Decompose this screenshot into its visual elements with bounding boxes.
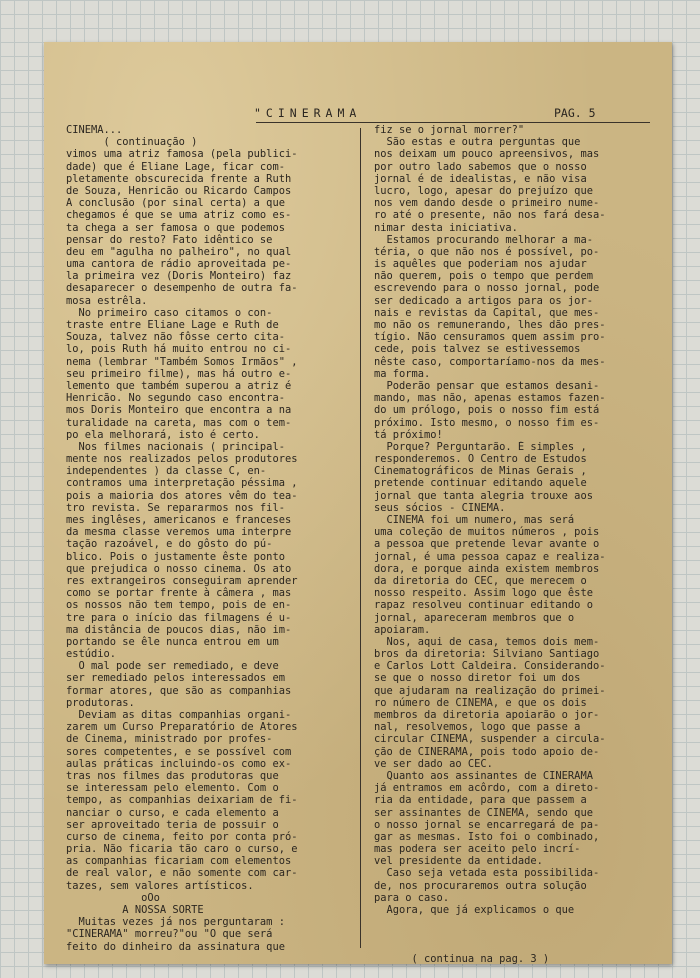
text-line: ma distância de poucos dias, não im- (66, 623, 292, 636)
text-line: oOo (66, 891, 160, 904)
text-line: zarem um Curso Preparatório de Atores (66, 721, 298, 734)
left-column (66, 124, 358, 953)
text-line: res extrangeiros conseguiram aprender (66, 574, 298, 587)
text-line: ser assinantes de CINEMA, sendo que (374, 806, 593, 819)
text-line: contramos uma interpretação péssima , (66, 477, 298, 490)
text-line: lucro, logo, apesar do prejuízo que (374, 184, 593, 197)
text-line: uma cantora de rádio aproveitada pe- (66, 258, 292, 271)
masthead: "CINERAMA (254, 106, 362, 120)
text-line: ma forma. (374, 367, 431, 380)
text-line: mando, mas não, apenas estamos fazen- (374, 392, 606, 405)
text-line: Caso seja vetada esta possibilida- (374, 867, 600, 880)
text-line: São estas e outra perguntas que (374, 136, 581, 149)
text-line: Quanto aos assinantes de CINERAMA (374, 769, 593, 782)
text-line: seu primeiro filme), mas há outro e- (66, 367, 292, 380)
text-line: Henricão. No segundo caso encontra- (66, 392, 285, 405)
text-line: sores competentes, e se possível com (66, 745, 292, 758)
text-line: nêste caso, comportaríamo-nos da mes- (374, 355, 606, 368)
text-line: A conclusão (por sinal certa) a que (66, 197, 285, 210)
text-line: cede, pois talvez se estivessemos (374, 343, 581, 356)
text-line: dora, e porque ainda existem membros (374, 562, 600, 575)
text-line: lemento que também superou a atriz é (66, 379, 292, 392)
text-line: estúdio. (66, 648, 117, 661)
text-line: nanciar o curso, e cada elemento a (66, 806, 279, 819)
text-line: tação razoável, e do gôsto do pú- (66, 538, 273, 551)
text-line: mosa estrêla. (66, 294, 148, 307)
text-line: a pessoa que pretende levar avante o (374, 538, 600, 551)
text-line: fiz se o jornal morrer?" (374, 124, 525, 136)
text-line: "CINERAMA" morreu?"ou "O que será (66, 928, 273, 941)
text-line: Agora, que já explicamos o que (374, 904, 575, 916)
text-line: jornal que tanta alegria trouxe aos (374, 489, 593, 502)
text-line: ( continua na pag. 3 ) (374, 952, 550, 965)
header-rule (256, 122, 650, 123)
text-line: jornal é de idealistas, e não visa (374, 172, 587, 185)
text-line: jornal, apareceram membros que o (374, 611, 575, 624)
text-line: tígio. Não censuramos quem assim pro- (374, 331, 606, 344)
text-line: pensar do resto? Fato idêntico se (66, 233, 273, 246)
text-line (374, 928, 664, 940)
text-line: de Souza, Henricão ou Ricardo Campos (66, 184, 292, 197)
text-line: aulas práticas incluindo-os como ex- (66, 757, 292, 770)
text-line: CINEMA... (66, 124, 123, 136)
text-line: mente nos realizados pelos produtores (66, 453, 298, 466)
text-line: nema (lembrar "Também Somos Irmãos" , (66, 355, 298, 368)
text-line: se interessam pelo elemento. Com o (66, 782, 279, 795)
text-line: traste entre Eliane Lage e Ruth de (66, 319, 279, 331)
text-line: deu em "agulha no palheiro", no qual (66, 245, 292, 258)
text-line: do um prólogo, pois o nosso fim está (374, 404, 600, 417)
text-line: Estamos procurando melhorar a ma- (374, 233, 593, 246)
text-line: vel presidente da entidade. (374, 855, 543, 868)
text-line: tras nos filmes das produtoras que (66, 769, 279, 782)
text-line: téria, o que não nos é possível, po- (374, 245, 600, 258)
text-line: de real valor, e não somente com car- (66, 867, 298, 880)
text-line: as companhias ficariam com elementos (66, 855, 292, 868)
text-line: turalidade na careta, mas com o tem- (66, 416, 292, 429)
text-line: produtoras. (66, 696, 135, 709)
text-line: independentes ) da classe C, en- (66, 465, 267, 478)
text-line: tro revista. Se repararmos nos fil- (66, 501, 285, 514)
text-line: O mal pode ser remediado, e deve (66, 660, 279, 673)
text-line: is aquêles que poderiam nos ajudar (374, 258, 587, 271)
text-line: formar atores, que são as companhias (66, 684, 292, 697)
text-line (374, 941, 664, 953)
text-line: blico. Pois o justamente êste ponto (66, 550, 285, 563)
text-line: nos deixam um pouco apreensivos, mas (374, 148, 600, 161)
text-line: pletamente obscurecida frente a Ruth (66, 172, 292, 185)
text-line: seus sócios - CINEMA. (374, 501, 506, 514)
text-line: Cinematográficos de Minas Gerais , (374, 465, 587, 478)
text-line: nal, resolvemos, logo que passe a (374, 721, 581, 734)
text-line: responderemos. O Centro de Estudos (374, 453, 587, 466)
text-line: da diretoria do CEC, que merecem o (374, 574, 587, 587)
text-line: Deviam as ditas companhias organi- (66, 709, 292, 721)
text-line: ro até o presente, não nos fará desa- (374, 209, 606, 222)
right-column (374, 124, 664, 965)
text-line: chegamos é que se uma atriz como es- (66, 209, 292, 222)
text-line: tá próximo! (374, 428, 443, 441)
text-line: gar as mesmas. Isto foi o combinado, (374, 830, 600, 843)
text-line: po ela melhorará, isto é certo. (66, 428, 260, 441)
text-line: se que o nosso diretor foi um dos (374, 672, 581, 685)
page-number: PAG. 5 (554, 106, 596, 120)
text-line: que prejudica o nosso cinema. Os ato (66, 562, 292, 575)
text-line: dade) que é Eliane Lage, ficar com- (66, 160, 285, 173)
text-line: Muitas vezes já nos perguntaram : (66, 916, 285, 929)
text-line: ria da entidade, para que passem a (374, 794, 587, 807)
text-line: circular CINEMA, suspender a circula- (374, 733, 606, 746)
text-line: nimar desta iniciativa. (374, 221, 518, 234)
text-line: A NOSSA SORTE (66, 904, 204, 916)
text-line: vimos uma atriz famosa (pela publici- (66, 148, 298, 161)
text-line: No primeiro caso citamos o con- (66, 306, 273, 319)
text-line: Nos filmes nacionais ( principal- (66, 440, 285, 453)
text-line: Souza, talvez não fôsse certo cita- (66, 331, 285, 344)
text-line: pria. Não ficaria tão caro o curso, e (66, 843, 298, 856)
text-line: portando se êle nunca entrou em um (66, 635, 279, 648)
text-line: desaparecer o desempenho de outra fa- (66, 282, 298, 295)
text-line: mas podera ser aceito pelo incrí- (374, 843, 581, 856)
text-line: e Carlos Lott Caldeira. Considerando- (374, 660, 606, 673)
text-line: nosso respeito. Assim logo que êste (374, 587, 593, 600)
text-line: por outro lado sabemos que o nosso (374, 160, 587, 173)
text-line: feito do dinheiro da assinatura que (66, 940, 285, 953)
text-line: ção de CINERAMA, pois todo apoio de- (374, 745, 600, 758)
text-line: ser aproveitado teria de possuir o (66, 818, 279, 831)
text-line: Poderão pensar que estamos desani- (374, 379, 600, 392)
text-line: Nos, aqui de casa, temos dois mem- (374, 635, 600, 648)
text-line: o nosso jornal se encarregará de pa- (374, 818, 600, 831)
text-line: ( continuação ) (66, 136, 198, 149)
column-divider (360, 128, 361, 948)
text-line: próximo. Isto mesmo, o nosso fim es- (374, 416, 600, 429)
text-line: de, nos procuraremos outra solução (374, 879, 587, 892)
text-line: tazes, sem valores artísticos. (66, 879, 254, 892)
text-line (374, 916, 664, 928)
text-line: jornal, é uma pessoa capaz e realiza- (374, 550, 606, 563)
text-line: bros da diretoria: Silviano Santiago (374, 648, 600, 661)
text-line: mes inglêses, americanos e franceses (66, 514, 292, 526)
text-line: curso de cinema, feito por conta pró- (66, 830, 298, 843)
text-line: membros da diretoria apoiarão o jor- (374, 709, 600, 721)
text-line: mos Doris Monteiro que encontra a na (66, 404, 292, 417)
text-line: para o caso. (374, 891, 450, 904)
newspaper-page (44, 42, 672, 964)
text-line: como se portar frente à câmera , mas (66, 587, 292, 600)
text-line: pois a maioria dos atores vêm do tea- (66, 489, 298, 502)
text-line: CINEMA foi um numero, mas será (374, 514, 575, 526)
text-line: la primeira vez (Doris Monteiro) faz (66, 270, 292, 283)
text-line: tempo, as companhias deixariam de fi- (66, 794, 298, 807)
text-line: ro número de CINEMA, e que os dois (374, 696, 587, 709)
text-line: já entramos em acôrdo, com a direto- (374, 782, 600, 795)
text-line: os nossos não tem tempo, pois de en- (66, 599, 292, 612)
text-line: da mesma classe veremos uma interpre (66, 526, 292, 539)
text-line: escrevendo para o nosso jornal, pode (374, 282, 600, 295)
text-line: Porque? Perguntarão. É simples , (374, 440, 587, 453)
text-line: nos vem dando desde o primeiro nume- (374, 197, 600, 210)
text-line: de Cinema, ministrado por profes- (66, 733, 273, 746)
page-header (44, 106, 672, 124)
text-line: mo não os remunerando, lhes dão pres- (374, 319, 606, 331)
text-line: ta chega a ser famosa o que podemos (66, 221, 285, 234)
text-line: ser remediado pelos interessados em (66, 672, 285, 685)
text-line: uma coleção de muitos números , pois (374, 526, 600, 539)
text-line: rapaz resolveu continuar editando o (374, 599, 593, 612)
text-line: nais e revistas da Capital, que mes- (374, 306, 600, 319)
text-line: não querem, pois o tempo que perdem (374, 270, 593, 283)
text-line: que ajudaram na realização do primei- (374, 684, 606, 697)
text-line: lo, pois Ruth há muito entrou no ci- (66, 343, 292, 356)
text-line: tre para o início das filmagens é u- (66, 611, 292, 624)
text-line: apoiaram. (374, 623, 431, 636)
text-line: ve ser dado ao CEC. (374, 757, 493, 770)
text-line: pretende continuar editando aquele (374, 477, 587, 490)
text-line: ser dedicado a artigos para os jor- (374, 294, 593, 307)
